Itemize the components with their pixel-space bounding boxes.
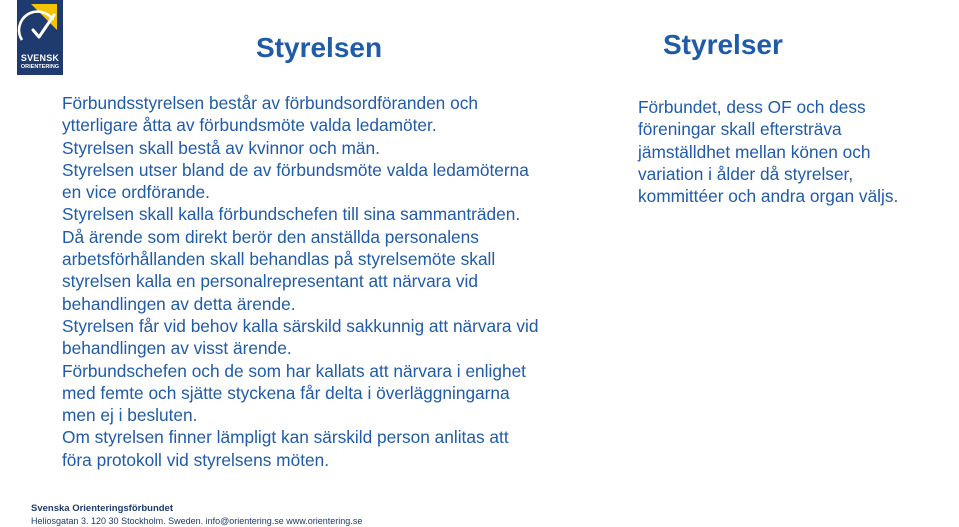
body-line: Styrelsen utser bland de av förbundsmöte valda ledamöterna	[62, 159, 529, 180]
side-panel-line: variation i ålder då styrelser,	[638, 163, 854, 184]
side-panel-line: Förbundet, dess OF och dess	[638, 97, 866, 117]
body-line: behandlingen av visst ärende.	[62, 338, 292, 359]
body-line: en vice ordförande.	[62, 182, 210, 203]
side-panel-body	[638, 96, 938, 207]
side-panel-line: jämställdhet mellan könen och	[638, 141, 871, 162]
slide-body	[62, 92, 622, 471]
body-line: behandlingen av detta ärende.	[62, 293, 296, 314]
side-panel-line: föreningar skall eftersträva	[638, 119, 842, 140]
body-line: Då ärende som direkt berör den anställda personalens	[62, 226, 479, 247]
body-line: ytterligare åtta av förbundsmöte valda ledamöter.	[62, 115, 437, 136]
svensk-orientering-logo	[17, 0, 63, 75]
footer-organization: Svenska Orienteringsförbundet	[31, 503, 174, 514]
body-line: Om styrelsen finner lämpligt kan särskild person anlitas att	[62, 427, 509, 448]
body-line: Förbundsstyrelsen består av förbundsordföranden och	[62, 93, 478, 113]
side-panel-title: Styrelser	[663, 29, 783, 60]
logo-text-line2: ORIENTERING	[20, 64, 60, 70]
logo-text-line1: SVENSK	[20, 53, 60, 63]
body-line: arbetsförhållanden skall behandlas på styrelsemöte skall	[62, 249, 496, 270]
body-line: Styrelsen skall kalla förbundschefen till sina sammanträden.	[62, 204, 521, 225]
side-panel-line: kommittéer och andra organ väljs.	[638, 186, 899, 207]
body-line: med femte och sjätte styckena får delta i överläggningarna	[62, 382, 510, 403]
footer-address: Heliosgatan 3. 120 30 Stockholm. Sweden. info@orientering.se www.orientering.se	[31, 516, 363, 526]
body-line: Styrelsen skall bestå av kvinnor och män.	[62, 137, 380, 158]
body-line: föra protokoll vid styrelsens möten.	[62, 449, 330, 470]
body-line: men ej i besluten.	[62, 405, 198, 426]
body-line: Styrelsen får vid behov kalla särskild sakkunnig att närvara vid	[62, 315, 539, 336]
slide-title: Styrelsen	[256, 32, 383, 63]
body-line: styrelsen kalla en personalrepresentant att närvara vid	[62, 271, 478, 292]
body-line: Förbundschefen och de som har kallats att närvara i enlighet	[62, 360, 526, 381]
